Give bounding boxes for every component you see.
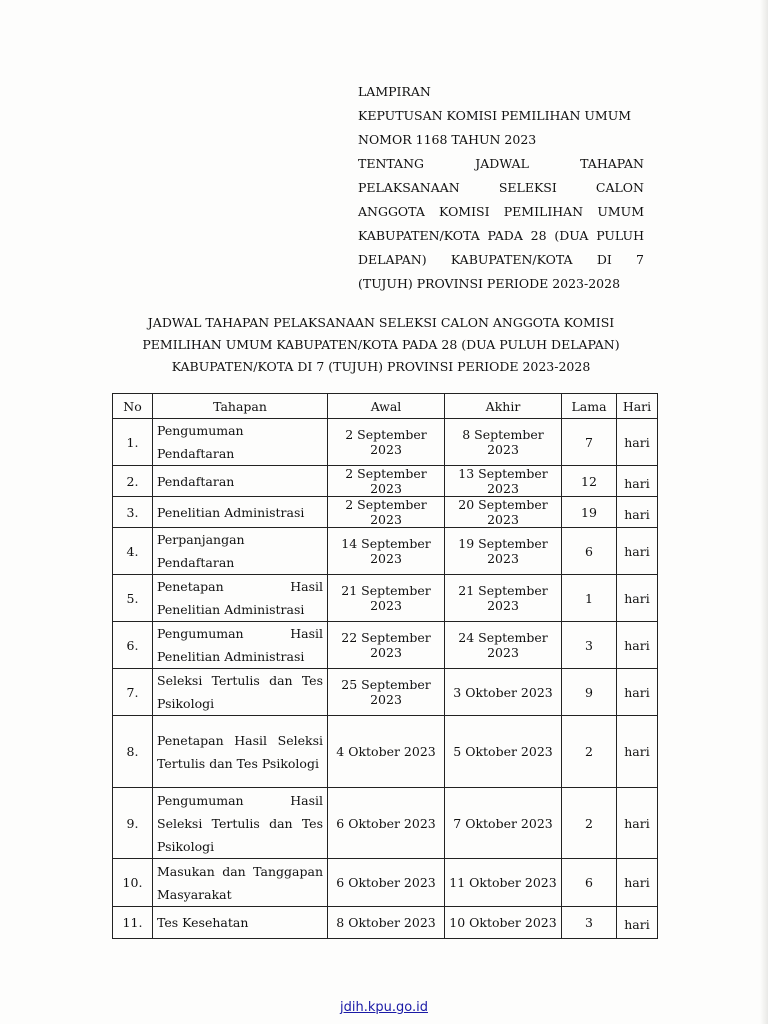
row-stage: Masukan dan Tanggapan Masyarakat bbox=[153, 859, 328, 907]
row-start-date: 6 Oktober 2023 bbox=[328, 859, 445, 907]
row-unit: hari bbox=[617, 716, 658, 788]
schedule-title-line: JADWAL TAHAPAN PELAKSANAAN SELEKSI CALON ANGGOTA KOMISI bbox=[147, 315, 615, 330]
row-duration: 19 bbox=[562, 497, 617, 528]
row-duration: 9 bbox=[562, 669, 617, 716]
row-duration: 6 bbox=[562, 859, 617, 907]
row-unit: hari bbox=[617, 788, 658, 859]
schedule-table bbox=[112, 393, 658, 939]
row-number: 4. bbox=[113, 528, 153, 575]
row-stage: Penelitian Administrasi bbox=[153, 497, 328, 528]
row-stage: Penetapan Hasil Penelitian Administrasi bbox=[153, 575, 328, 622]
table-row bbox=[113, 528, 658, 575]
row-start-date: 14 September 2023 bbox=[328, 528, 445, 575]
header-stage: Tahapan bbox=[153, 394, 328, 419]
row-start-date: 25 September 2023 bbox=[328, 669, 445, 716]
row-end-date: 10 Oktober 2023 bbox=[445, 907, 562, 939]
footer-source-link[interactable]: jdih.kpu.go.id bbox=[340, 1000, 428, 1015]
header-duration: Lama bbox=[562, 394, 617, 419]
row-start-date: 2 September 2023 bbox=[328, 419, 445, 466]
row-duration: 12 bbox=[562, 466, 617, 497]
row-end-date: 11 Oktober 2023 bbox=[445, 859, 562, 907]
table-row bbox=[113, 575, 658, 622]
row-duration: 2 bbox=[562, 788, 617, 859]
row-start-date: 21 September 2023 bbox=[328, 575, 445, 622]
table-row bbox=[113, 788, 658, 859]
row-start-date: 2 September 2023 bbox=[328, 497, 445, 528]
row-unit: hari bbox=[617, 466, 658, 497]
row-number: 9. bbox=[113, 788, 153, 859]
row-stage: Pendaftaran bbox=[153, 466, 328, 497]
row-duration: 1 bbox=[562, 575, 617, 622]
decree-about-line: PELAKSANAAN SELEKSI CALON bbox=[358, 180, 644, 195]
row-stage: Pengumuman Pendaftaran bbox=[153, 419, 328, 466]
row-start-date: 8 Oktober 2023 bbox=[328, 907, 445, 939]
decree-about-line: TENTANG JADWAL TAHAPAN bbox=[358, 156, 644, 171]
row-unit: hari bbox=[617, 859, 658, 907]
row-start-date: 6 Oktober 2023 bbox=[328, 788, 445, 859]
decree-about-line: DELAPAN) KABUPATEN/KOTA DI 7 bbox=[358, 252, 644, 267]
row-end-date: 21 September 2023 bbox=[445, 575, 562, 622]
row-duration: 3 bbox=[562, 907, 617, 939]
table-row bbox=[113, 907, 658, 939]
row-number: 8. bbox=[113, 716, 153, 788]
row-duration: 3 bbox=[562, 622, 617, 669]
table-row bbox=[113, 622, 658, 669]
row-unit: hari bbox=[617, 419, 658, 466]
table-row bbox=[113, 497, 658, 528]
decree-about-line: (TUJUH) PROVINSI PERIODE 2023-2028 bbox=[358, 276, 621, 291]
row-end-date: 13 September 2023 bbox=[445, 466, 562, 497]
row-end-date: 20 September 2023 bbox=[445, 497, 562, 528]
row-start-date: 22 September 2023 bbox=[328, 622, 445, 669]
row-end-date: 7 Oktober 2023 bbox=[445, 788, 562, 859]
row-unit: hari bbox=[617, 528, 658, 575]
row-number: 5. bbox=[113, 575, 153, 622]
decree-about-line: KABUPATEN/KOTA PADA 28 (DUA PULUH bbox=[358, 228, 644, 243]
row-stage: Penetapan Hasil Seleksi Tertulis dan Tes Psikologi bbox=[153, 716, 328, 788]
row-unit: hari bbox=[617, 622, 658, 669]
row-unit: hari bbox=[617, 497, 658, 528]
row-stage: Tes Kesehatan bbox=[153, 907, 328, 939]
row-stage: Perpanjangan Pendaftaran bbox=[153, 528, 328, 575]
row-unit: hari bbox=[617, 907, 658, 939]
row-end-date: 19 September 2023 bbox=[445, 528, 562, 575]
row-stage: Pengumuman Hasil Seleksi Tertulis dan Tes Psikologi bbox=[153, 788, 328, 859]
row-number: 10. bbox=[113, 859, 153, 907]
table-row bbox=[113, 716, 658, 788]
table-row bbox=[113, 419, 658, 466]
row-end-date: 8 September 2023 bbox=[445, 419, 562, 466]
table-row bbox=[113, 466, 658, 497]
header-no: No bbox=[113, 394, 153, 419]
schedule-title bbox=[120, 312, 642, 378]
header-end: Akhir bbox=[445, 394, 562, 419]
row-duration: 2 bbox=[562, 716, 617, 788]
row-duration: 6 bbox=[562, 528, 617, 575]
header-unit: Hari bbox=[617, 394, 658, 419]
row-number: 3. bbox=[113, 497, 153, 528]
decree-about-line: ANGGOTA KOMISI PEMILIHAN UMUM bbox=[358, 204, 644, 219]
attachment-label: LAMPIRAN bbox=[358, 84, 431, 99]
row-number: 11. bbox=[113, 907, 153, 939]
row-end-date: 24 September 2023 bbox=[445, 622, 562, 669]
row-unit: hari bbox=[617, 575, 658, 622]
row-number: 7. bbox=[113, 669, 153, 716]
row-duration: 7 bbox=[562, 419, 617, 466]
schedule-title-line: KABUPATEN/KOTA DI 7 (TUJUH) PROVINSI PERIODE 2023-2028 bbox=[171, 359, 591, 374]
table-row bbox=[113, 859, 658, 907]
row-stage: Seleksi Tertulis dan Tes Psikologi bbox=[153, 669, 328, 716]
row-unit: hari bbox=[617, 669, 658, 716]
row-start-date: 4 Oktober 2023 bbox=[328, 716, 445, 788]
schedule-title-line: PEMILIHAN UMUM KABUPATEN/KOTA PADA 28 (DUA PULUH DELAPAN) bbox=[142, 337, 620, 352]
row-stage: Pengumuman Hasil Penelitian Administrasi bbox=[153, 622, 328, 669]
table-header-row bbox=[113, 394, 658, 419]
page-edge-shadow bbox=[760, 0, 768, 1024]
row-start-date: 2 September 2023 bbox=[328, 466, 445, 497]
header-start: Awal bbox=[328, 394, 445, 419]
decree-title: KEPUTUSAN KOMISI PEMILIHAN UMUM bbox=[358, 108, 632, 123]
decree-number: NOMOR 1168 TAHUN 2023 bbox=[358, 132, 537, 147]
row-number: 6. bbox=[113, 622, 153, 669]
row-number: 1. bbox=[113, 419, 153, 466]
row-end-date: 5 Oktober 2023 bbox=[445, 716, 562, 788]
row-end-date: 3 Oktober 2023 bbox=[445, 669, 562, 716]
table-row bbox=[113, 669, 658, 716]
attachment-header bbox=[358, 80, 644, 296]
row-number: 2. bbox=[113, 466, 153, 497]
